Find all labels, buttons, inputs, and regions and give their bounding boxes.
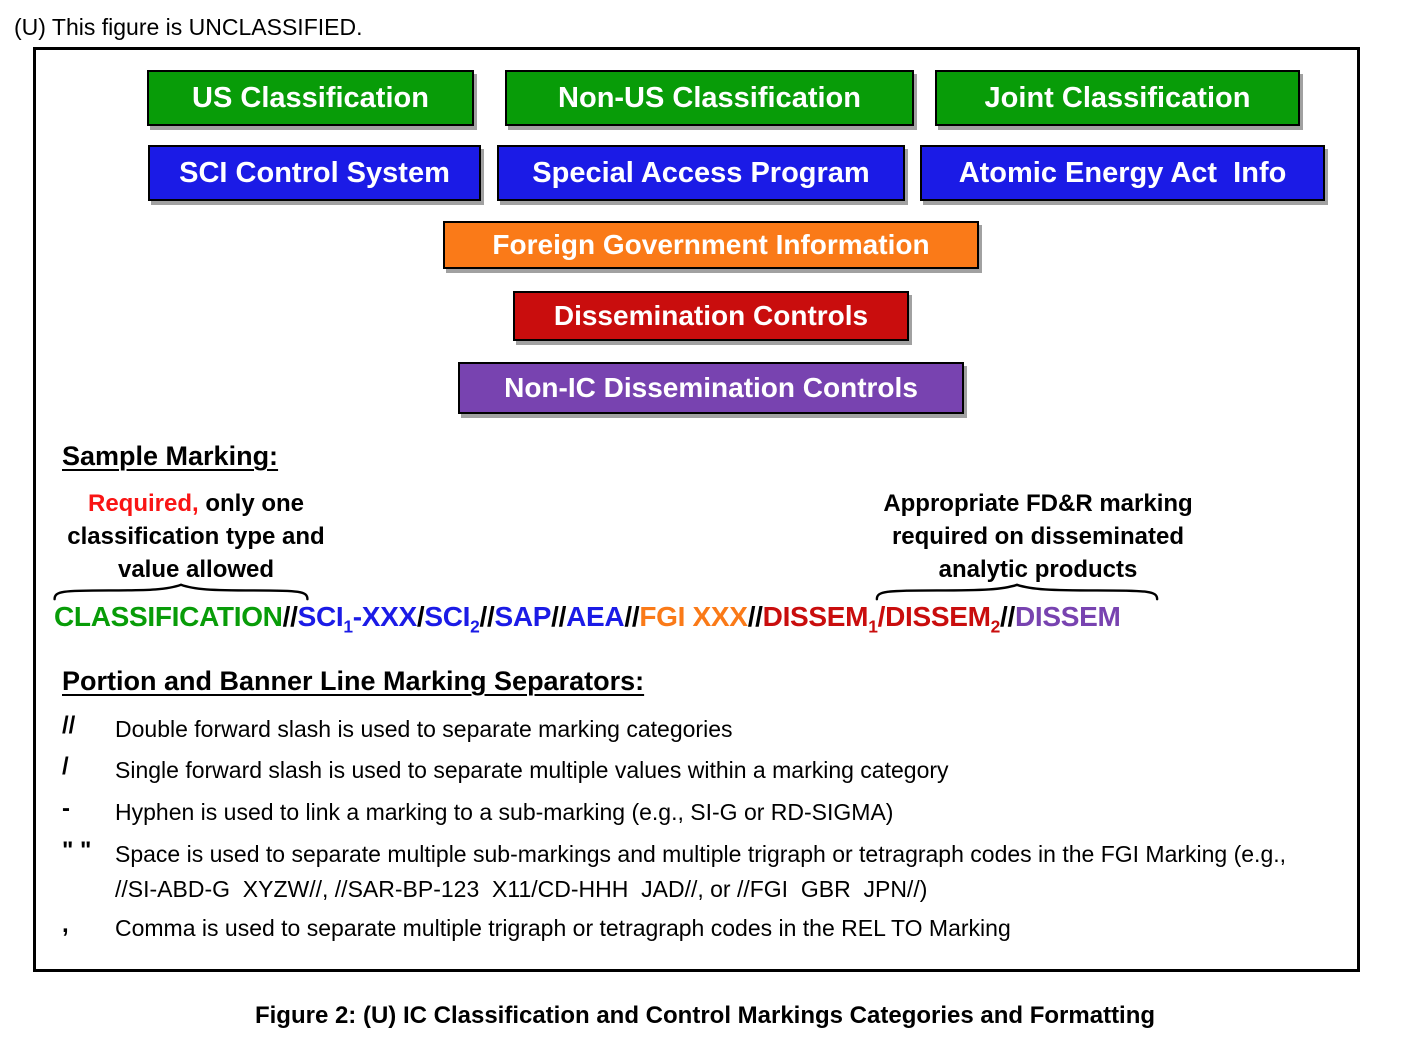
category-box-label: Joint Classification: [984, 81, 1251, 114]
overbrace-dissem: [874, 584, 1160, 600]
marking-segment: /: [416, 601, 425, 632]
overbrace-classification: [52, 584, 310, 600]
marking-segment: //: [551, 601, 567, 632]
separator-symbol: -: [62, 795, 70, 822]
fdr-annotation: [848, 487, 1228, 586]
separator-description: Space is used to separate multiple sub-markings and multiple trigraph or tetragraph codes in the FGI Marking (e.g., //SI-ABD-G XYZW//, //SAR-BP-123 X11/CD-HHH JAD//, or //FGI GBR JPN//): [115, 841, 1293, 902]
marking-segment: //: [624, 601, 640, 632]
fdr-annotation-line1: Appropriate FD&R marking: [883, 490, 1193, 517]
marking-segment: //: [999, 601, 1015, 632]
classification-note: (U) This figure is UNCLASSIFIED.: [14, 14, 363, 40]
category-box-label: Foreign Government Information: [492, 229, 930, 260]
separator-symbol: //: [62, 712, 76, 739]
marking-segment: $DISSEM_1$: [762, 601, 878, 637]
marking-segment: CLASSIFICATION: [54, 601, 283, 632]
category-box-non-ic-dissemination-controls: [458, 362, 964, 414]
separator-description: Double forward slash is used to separate marking categories: [115, 716, 733, 742]
category-box-label: US Classification: [192, 81, 429, 114]
category-box-us-classification: [147, 70, 474, 126]
marking-segment: AEA: [566, 601, 625, 632]
category-box-special-access-program: [497, 145, 905, 201]
marking-segment: $SCI_1$: [297, 601, 353, 637]
marking-segment: $DISSEM_2$: [885, 601, 1000, 637]
category-box-label: Dissemination Controls: [553, 300, 869, 331]
fdr-annotation-line3: analytic products: [938, 556, 1138, 583]
separator-symbol: " ": [62, 837, 92, 864]
category-box-sci-control-system: [148, 145, 481, 201]
category-box-foreign-government-information: [443, 221, 979, 269]
separator-description: Single forward slash is used to separate multiple values within a marking category: [115, 757, 949, 783]
marking-segment: -XXX: [352, 601, 417, 632]
separator-description: Hyphen is used to link a marking to a sub-marking (e.g., SI-G or RD-SIGMA): [115, 799, 894, 825]
fdr-annotation-line2: required on disseminated: [891, 523, 1185, 550]
required-annotation: [40, 487, 352, 586]
category-box-label: SCI Control System: [179, 156, 450, 189]
marking-segment: //: [282, 601, 298, 632]
category-box-label: Atomic Energy Act Info: [958, 156, 1287, 189]
marking-segment: DISSEM: [1014, 601, 1121, 632]
category-box-joint-classification: [935, 70, 1300, 126]
separators-heading: Portion and Banner Line Marking Separators:: [62, 666, 645, 696]
separator-symbol: ,: [62, 911, 69, 938]
required-annotation-line3: value allowed: [117, 556, 275, 583]
required-annotation-lead: Required,: [87, 490, 199, 517]
separator-symbol: /: [62, 753, 69, 780]
sample-marking-heading: Sample Marking:: [62, 441, 279, 471]
marking-segment: //: [747, 601, 763, 632]
marking-segment: /: [877, 601, 886, 632]
figure-caption: Figure 2: (U) IC Classification and Control Markings Categories and Formatting: [254, 1002, 1156, 1029]
marking-segment: $SCI_2$: [424, 601, 480, 637]
category-box-label: Non-US Classification: [558, 81, 861, 114]
category-box-label: Special Access Program: [532, 156, 870, 189]
separator-description: Comma is used to separate multiple trigraph or tetragraph codes in the REL TO Marking: [115, 915, 1011, 941]
marking-segment: SAP: [494, 601, 552, 632]
category-box-dissemination-controls: [513, 291, 909, 341]
category-box-non-us-classification: [505, 70, 914, 126]
category-box-label: Non-IC Dissemination Controls: [504, 372, 918, 403]
required-annotation-line2: classification type and: [67, 523, 325, 550]
sample-marking-line: [54, 601, 1121, 638]
required-annotation-rest: only one: [198, 490, 305, 517]
category-box-atomic-energy-act-info: [920, 145, 1325, 201]
marking-segment: //: [479, 601, 495, 632]
marking-segment: FGI XXX: [639, 601, 748, 632]
